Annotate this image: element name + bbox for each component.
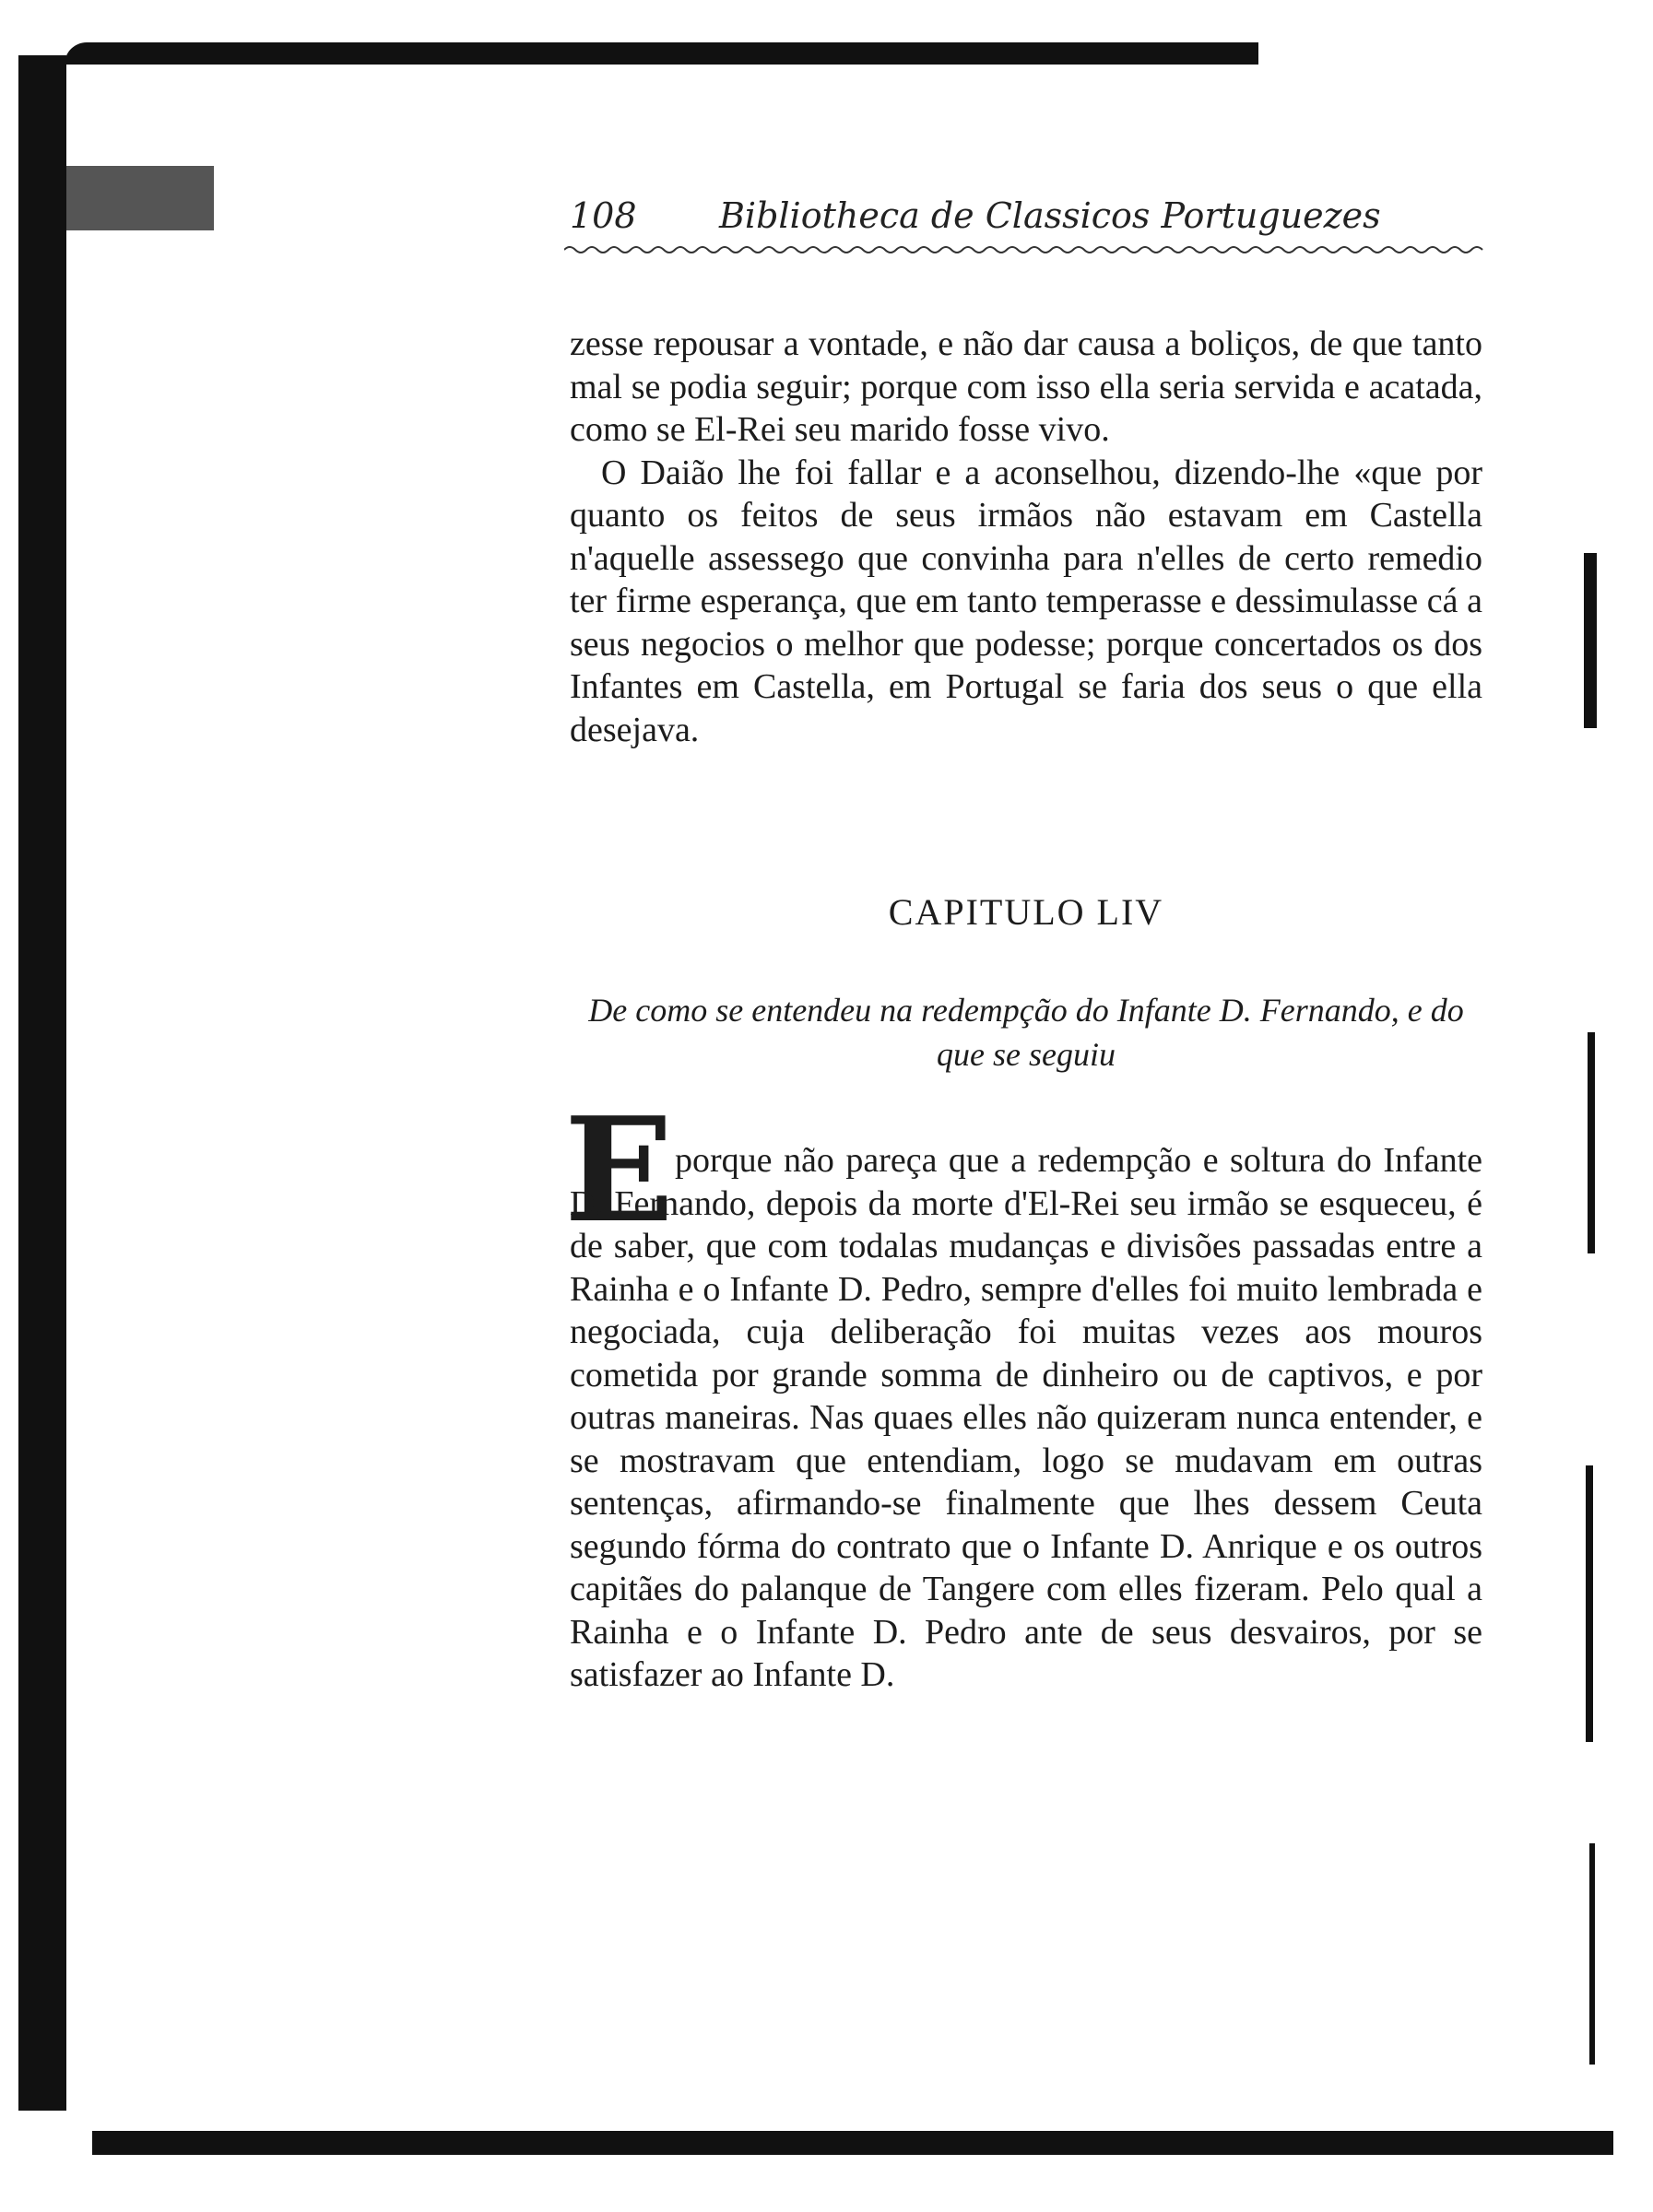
page-number: 108: [570, 195, 637, 236]
scan-border-right-2: [1588, 1032, 1595, 1253]
chapter-body-text: porque não pareça que a redempção e soltura do Infante D. Fernando, depois da morte d'El-Rei seu irmão se esqueceu, é de saber, que com todalas mudanças e divisões passadas entre a Rainha e o Infante D. Pedro, sempre d'elles foi muito lembrada e negociada, cuja deliberação foi muitas vezes aos mouros cometida por grande somma de dinheiro ou de captivos, e por outras maneiras. Nas quaes elles não quizeram nunca entender, e se mostravam que entendiam, logo se mudavam em outras sentenças, afirmando-se finalmente que lhes dessem Ceuta segundo fórma do contrato que o Infante D. Anrique e os outros capitães do palanque de Tangere com elles fizeram. Pelo qual a Rainha e o Infante D. Pedro ante de seus desvairos, por se satisfazer ao Infante D.: [570, 1141, 1482, 1694]
paragraph: zesse repousar a vontade, e não dar causa a boliços, de que tanto mal se podia seguir; porque com isso ella seria servida e acatada, como se El-Rei seu marido fosse vivo.: [570, 324, 1482, 449]
chapter-paragraph: [570, 1139, 1482, 1697]
scan-border-bottom: [92, 2131, 1613, 2155]
scan-border-right-3: [1586, 1465, 1593, 1742]
body-text-top: [570, 323, 1482, 751]
scan-border-top: [65, 42, 1258, 65]
running-header: [564, 195, 1486, 247]
scan-border-right-4: [1589, 1843, 1595, 2065]
running-title: Bibliotheca de Classicos Portuguezes: [719, 195, 1381, 236]
chapter-body: [570, 1139, 1482, 1697]
header-wavy-rule: [564, 243, 1486, 256]
chapter-heading: CAPITULO LIV: [888, 891, 1164, 933]
scan-border-right: [1584, 553, 1597, 728]
chapter-subtitle: De como se entendeu na redempção do Infante D. Fernando, e do que se seguiu: [588, 992, 1464, 1073]
paragraph: O Daião lhe foi fallar e a aconselhou, dizendo-lhe «que por quanto os feitos de seus irmãos não estavam em Castella n'aquelle assessego que convinha para n'elles de certo remedio ter firme esperança, que em tanto temperasse e dessimulasse cá a seus negocios o melhor que podesse; porque concertados os dos Infantes em Castella, em Portugal se faria dos seus o que ella desejava.: [570, 453, 1482, 749]
scan-border-left: [18, 55, 66, 2111]
scan-border-left-inner: [66, 166, 214, 230]
drop-cap-letter: E: [564, 1086, 674, 1254]
